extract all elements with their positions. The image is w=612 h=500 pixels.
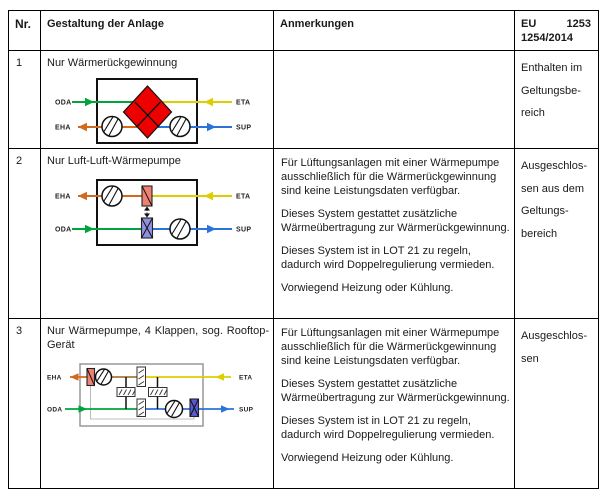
row2-remarks (274, 149, 515, 319)
diagram-rooftop-heatpump (41, 319, 274, 439)
row1-design (41, 51, 274, 149)
oda-label: ODA (55, 99, 72, 107)
fan-icon (102, 117, 122, 137)
row2-nr-value: 2 (16, 155, 23, 167)
eu-status-line: Ausgeschlos- (521, 160, 588, 172)
row3-remarks (274, 319, 515, 488)
eha-arrow-icon (78, 192, 87, 200)
eha-label: EHA (55, 193, 71, 201)
row2-eu (515, 149, 598, 319)
eta-arrow-icon (204, 192, 213, 200)
row3-nr-value: 3 (16, 325, 23, 337)
row1-nr-value: 1 (16, 57, 23, 69)
eta-label: ETA (236, 193, 251, 201)
eta-arrow-icon (216, 373, 225, 381)
remark-paragraph: Für Lüftungsanlagen mit einer Wärmepumpe ausschließlich für die Wärmerückgewinnung sind keine Leistungsdaten verfügbar. (281, 157, 500, 197)
damper-icon (117, 388, 135, 397)
eu-status-line: reich (521, 107, 545, 119)
eta-label: ETA (236, 99, 251, 107)
sup-label: SUP (236, 226, 252, 234)
sup-arrow-icon (207, 225, 216, 233)
eha-label: EHA (47, 374, 62, 382)
remark-paragraph: Dieses System gestattet zusätzliche Wärmeübertragung zur Wärmerückgewinnung. (281, 208, 510, 234)
remark-paragraph: Vorwiegend Heizung oder Kühlung. (281, 282, 454, 294)
remark-paragraph: Dieses System ist in LOT 21 zu regeln, dadurch wird Doppelregulierung vermieden. (281, 415, 495, 441)
systems-table (8, 10, 599, 489)
eu-status-line: sen (521, 352, 539, 365)
eha-arrow-icon (70, 373, 79, 381)
sup-label: SUP (236, 124, 252, 132)
eu-status-line: Geltungs- (521, 205, 569, 217)
sup-arrow-icon (221, 405, 230, 413)
header-remarks (274, 11, 515, 51)
eta-label: ETA (239, 374, 253, 382)
fan-icon (170, 219, 190, 239)
row1-remarks (274, 51, 515, 149)
row2-title: Nur Luft-Luft-Wärmepumpe (47, 155, 181, 167)
header-eu (515, 11, 598, 51)
sup-arrow-icon (207, 123, 216, 131)
row3-design (41, 319, 274, 488)
header-eu-line1 (521, 17, 591, 31)
fan-icon (102, 186, 122, 206)
row1-nr (9, 51, 41, 149)
row3-nr (9, 319, 41, 488)
oda-arrow-icon (85, 98, 94, 106)
diagram-air-air-heatpump (41, 149, 274, 259)
eha-arrow-icon (78, 123, 87, 131)
header-eu-right: 1253 (566, 18, 591, 30)
row3-eu (515, 319, 598, 488)
header-design (41, 11, 274, 51)
eu-status-line: Geltungsbe- (521, 84, 581, 97)
row1-title: Nur Wärmerückgewinnung (47, 57, 178, 69)
row2-nr (9, 149, 41, 319)
fan-icon (170, 117, 190, 137)
remark-paragraph: Für Lüftungsanlagen mit einer Wärmepumpe ausschließlich für die Wärmerückgewinnung sind keine Leistungsdaten verfügbar. (281, 327, 500, 367)
diagram-heat-recovery (41, 51, 274, 149)
header-nr-label: Nr. (15, 17, 32, 31)
remark-paragraph: Dieses System gestattet zusätzliche Wärmeübertragung zur Wärmerückgewinnung. (281, 378, 510, 404)
eha-label: EHA (55, 124, 71, 132)
eu-status-line: bereich (521, 227, 558, 240)
header-eu-line2: 1254/2014 (521, 32, 573, 44)
oda-label: ODA (55, 226, 72, 234)
eta-arrow-icon (204, 98, 213, 106)
row3-title: Nur Wärmepumpe, 4 Klappen, sog. Rooftop-Gerät (47, 325, 269, 351)
row2-design (41, 149, 274, 319)
oda-arrow-icon (85, 225, 94, 233)
eu-status-line: Enthalten im (521, 62, 583, 74)
remark-paragraph: Dieses System ist in LOT 21 zu regeln, dadurch wird Doppelregulierung vermieden. (281, 245, 495, 271)
sup-label: SUP (239, 406, 254, 414)
eu-status-line: Ausgeschlos- (521, 330, 588, 342)
oda-label: ODA (47, 406, 63, 414)
header-eu-left: EU (521, 18, 537, 30)
row1-eu (515, 51, 598, 149)
header-nr (9, 11, 41, 51)
damper-icon (149, 388, 168, 397)
eu-status-line: sen aus dem (521, 182, 584, 195)
header-design-label: Gestaltung der Anlage (47, 18, 164, 30)
remark-paragraph: Vorwiegend Heizung oder Kühlung. (281, 452, 454, 464)
header-remarks-label: Anmerkungen (280, 18, 354, 30)
